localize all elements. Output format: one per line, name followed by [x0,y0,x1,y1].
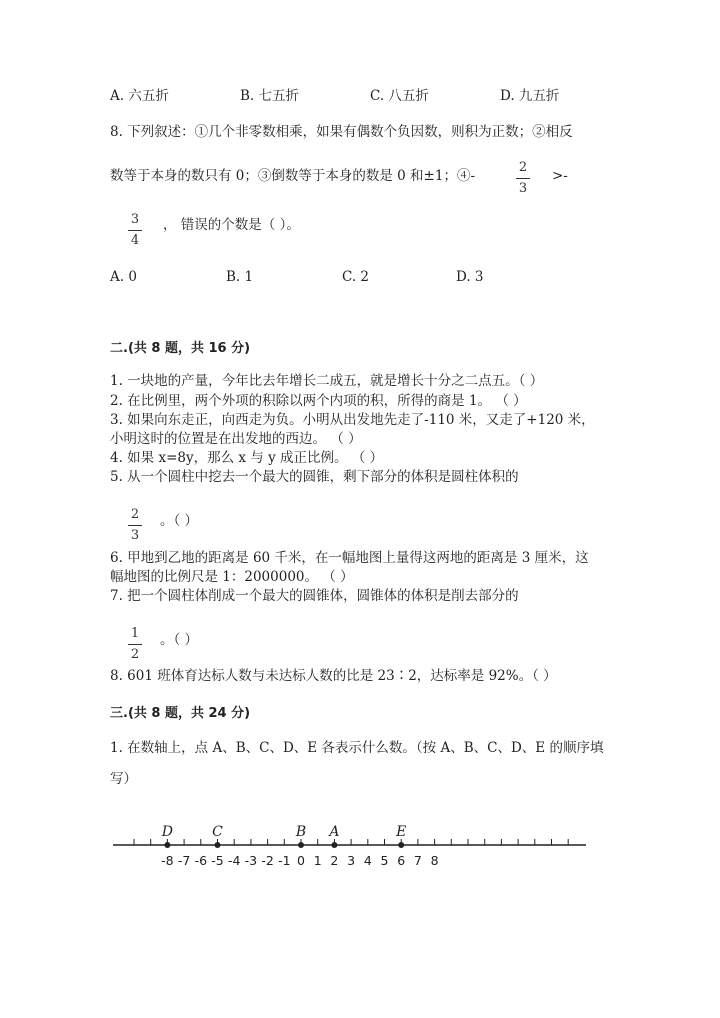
q8-option-b: B. 1 [226,269,254,285]
tick-label: -2 [261,853,274,868]
point-label-a: A [329,824,340,840]
q8-line2: 数等于本身的数只有 0；③倒数等于本身的数是 0 和±1；④- [110,168,476,184]
s2-q1: 1. 一块地的产量，今年比去年增长二成五，就是增长十分之二点五。（ ） [110,373,544,389]
section3-heading: 三.(共 8 题，共 24 分) [110,706,251,721]
fraction-denominator: 3 [130,528,140,543]
point-label-c: C [212,824,223,840]
tick-label: -3 [244,853,258,868]
tick-label: -1 [278,853,291,868]
fraction-numerator: 1 [130,626,140,641]
option-d: D. 九五折 [500,88,560,104]
tick-label: -6 [194,853,208,868]
q8-option-c: C. 2 [342,269,370,285]
option-a: A. 六五折 [110,88,169,104]
point-label-d: D [161,824,174,840]
point-a [331,842,337,848]
point-b [298,842,304,848]
tick-label: 8 [430,853,439,868]
s2-q3-line2: 小明这时的位置是在出发地的西边。 （ ） [110,431,362,447]
s2-q5: 5. 从一个圆柱中挖去一个最大的圆锥，剩下部分的体积是圆柱体积的 [110,469,519,485]
point-label-b: B [295,824,307,840]
fraction-numerator: 2 [130,507,140,522]
tick-label: 3 [347,853,356,868]
fraction-denominator: 3 [518,181,528,196]
tick-label: 1 [313,853,322,868]
tick-label: 7 [413,853,422,868]
point-e [398,842,404,848]
s3-q1-line1: 1. 在数轴上，点 A、B、C、D、E 各表示什么数。（按 A、B、C、D、E 的顺序填 [110,740,604,756]
s2-q2: 2. 在比例里，两个外项的积除以两个内项的积，所得的商是 1。 （ ） [110,393,527,409]
tick-label: -7 [177,853,191,868]
tick-label: -4 [227,853,241,868]
q8-greater-sign: >- [552,168,568,184]
tick-label: 2 [330,853,339,868]
s2-q8: 8. 601 班体育达标人数与未达标人数的比是 23∶2，达标率是 92%。（ ） [110,668,557,684]
tick-label: 4 [363,853,372,868]
q8-option-a: A. 0 [110,269,137,285]
s2-q7-tail: 。（ ） [160,632,199,648]
s2-q3-line1: 3. 如果向东走正，向西走为负。小明从出发地先走了-110 米，又走了+120 米， [110,412,595,428]
fraction-numerator: 3 [130,212,140,227]
s3-q1-line2: 写） [110,771,137,787]
q8-line1: 8. 下列叙述：①几个非零数相乘，如果有偶数个负因数，则积为正数；②相反 [110,124,573,140]
s2-q4: 4. 如果 x=8y，那么 x 与 y 成正比例。 （ ） [110,450,384,466]
tick-label: -5 [211,853,224,868]
fraction-denominator: 4 [130,233,140,248]
q8-line3: ， 错误的个数是（ ）。 [163,217,300,233]
s2-q6-line1: 6. 甲地到乙地的距离是 60 千米，在一幅地图上量得这两地的距离是 3 厘米，这 [110,550,589,566]
tick-label: 5 [380,853,389,868]
s2-q7: 7. 把一个圆柱体削成一个最大的圆锥体，圆锥体的体积是削去部分的 [110,588,519,604]
s2-q6-line2: 幅地图的比例尺是 1：2000000。 （ ） [110,569,354,585]
option-b: B. 七五折 [240,88,300,104]
q8-option-d: D. 3 [456,269,484,285]
section2-heading: 二.(共 8 题，共 16 分) [110,341,251,356]
tick-label: 6 [397,853,406,868]
s2-q5-tail: 。（ ） [160,513,199,529]
point-d [164,842,170,848]
fraction-numerator: 2 [518,160,528,175]
tick-label: 0 [297,853,305,868]
option-c: C. 八五折 [370,88,429,104]
point-c [215,842,221,848]
point-label-e: E [396,824,407,840]
fraction-denominator: 2 [130,647,140,662]
tick-label: -8 [161,853,174,868]
